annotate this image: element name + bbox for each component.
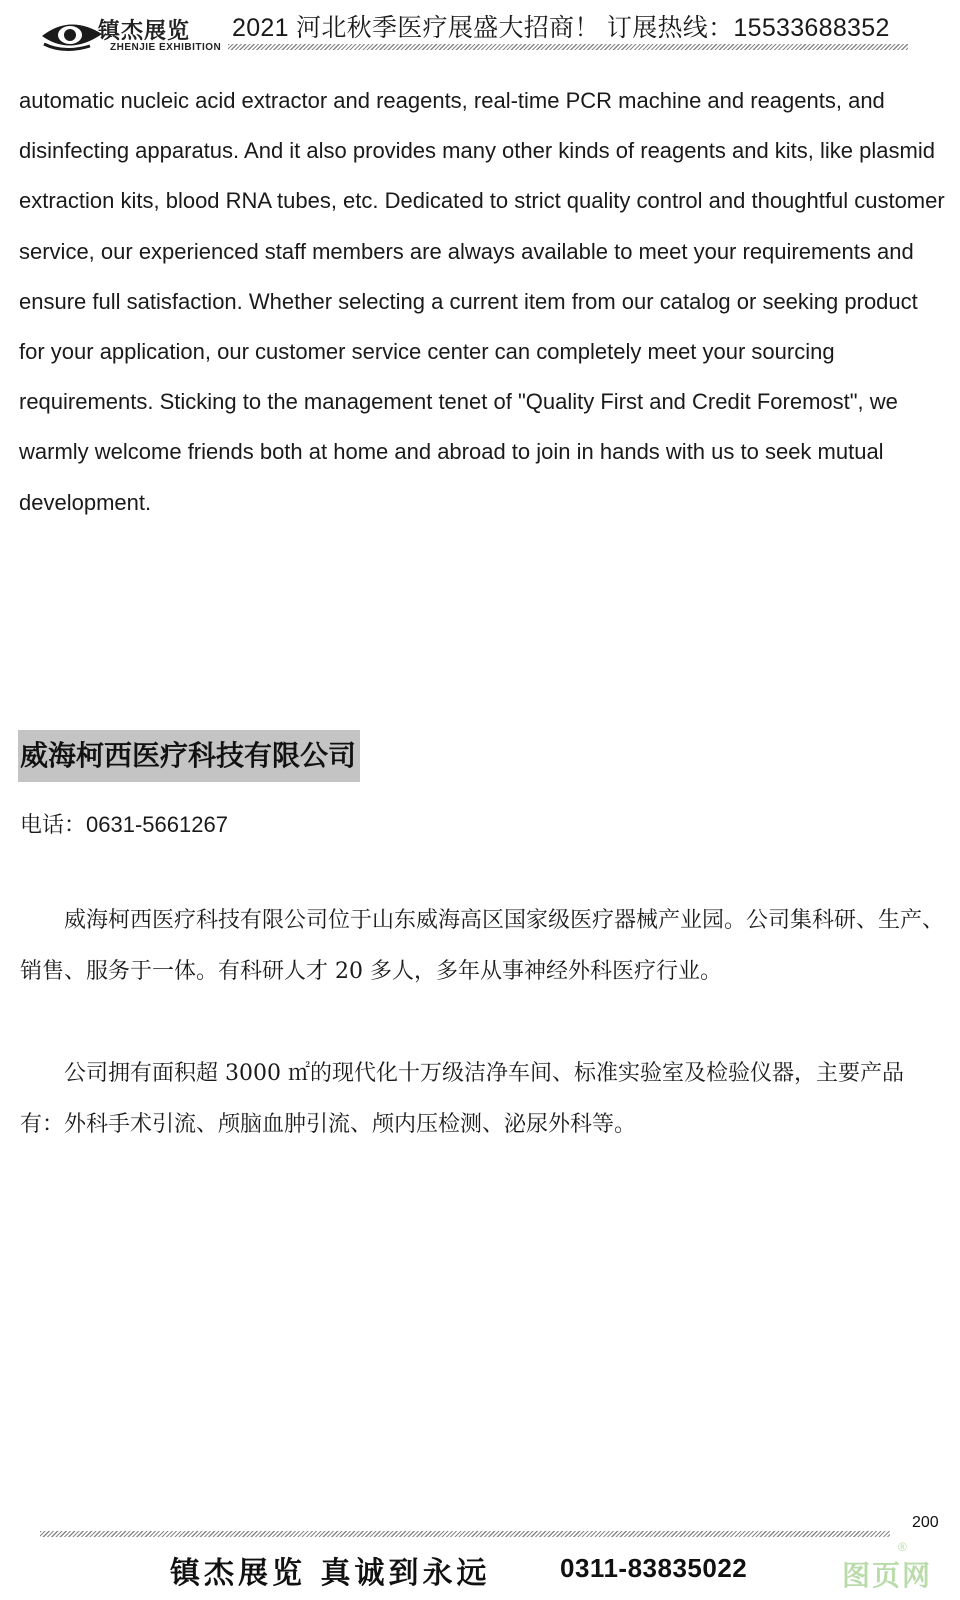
header-banner-text: 2021 河北秋季医疗展盛大招商！ 订展热线：15533688352 [232, 14, 890, 42]
company-description-paragraph: 威海柯西医疗科技有限公司位于山东威海高区国家级医疗器械产业园。公司集科研、生产、销售、服务于一体。有科研人才 20 多人，多年从事神经外科医疗行业。 [20, 908, 945, 984]
exhibition-logo [40, 10, 222, 58]
footer-divider [40, 1531, 890, 1537]
company-phone-line [20, 808, 228, 839]
watermark-text: 图页网 [842, 1560, 933, 1591]
page-header [0, 0, 960, 70]
footer-phone: 0311-83835022 [560, 1553, 748, 1583]
header-divider [228, 44, 908, 50]
phone-number: 0631-5661267 [86, 812, 228, 837]
phone-label: 电话： [20, 813, 87, 838]
footer-slogan: 镇杰展览 真诚到永远 [170, 1556, 491, 1591]
company-products-paragraph: 公司拥有面积超 3000 ㎡的现代化十万级洁净车间、标准实验室及检验仪器，主要产品有：外科手术引流、颅脑血肿引流、颅内压检测、泌尿外科等。 [20, 1061, 904, 1137]
intro-paragraph: automatic nucleic acid extractor and reagents, real-time PCR machine and reagents, and disinfecting apparatus. And it also provides many other kinds of reagents and kits, like plasmid extraction kits, blood RNA tubes, etc. Dedicated to strict quality control and thoughtful customer service, our experienced staff members are always available to meet your requirements and ensure full satisfaction. Whether selecting a current item from our catalog or seeking product for your application, our customer service center can completely meet your sourcing requirements. Sticking to the management tenet of "Quality First and Credit Foremost", we warmly welcome friends both at home and abroad to join in hands with us to seek mutual development. [19, 88, 945, 515]
eye-logo-icon [40, 16, 104, 54]
site-watermark [842, 1540, 933, 1594]
company-name-heading: 威海柯西医疗科技有限公司 [18, 730, 360, 782]
logo-chinese-text: 镇杰展览 [98, 18, 191, 44]
page-number: 200 [912, 1514, 939, 1531]
logo-english-text: ZHENJIE EXHIBITION [110, 42, 222, 53]
registered-mark: ® [898, 1540, 907, 1554]
